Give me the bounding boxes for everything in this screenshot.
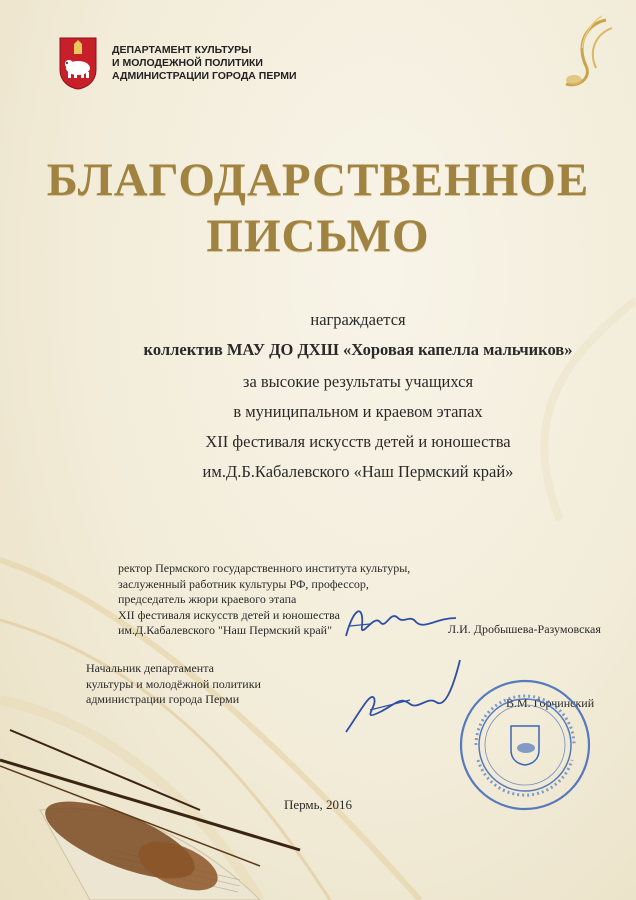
position-line: Начальник департамента — [86, 661, 214, 675]
position-line: культуры и молодёжной политики — [86, 676, 261, 691]
handwritten-signature-1 — [340, 596, 460, 648]
violin-and-sheet-music-image — [0, 690, 330, 900]
position-line: им.Д.Кабалевского "Наш Пермский край" — [118, 623, 333, 637]
department-line: И МОЛОДЕЖНОЙ ПОЛИТИКИ — [112, 57, 263, 69]
position-line: председатель жюри краевого этапа — [118, 592, 297, 606]
golden-swirl-logo-icon — [556, 14, 618, 94]
signatory-1-name: Л.И. Дробышева-Разумовская — [448, 622, 601, 636]
department-line: ДЕПАРТАМЕНТ КУЛЬТУРЫ — [112, 44, 252, 56]
document-title — [0, 152, 636, 264]
department-header — [112, 44, 297, 83]
awarded-text: награждается — [310, 310, 406, 329]
title-line-2: ПИСЬМО — [206, 210, 430, 262]
position-line: ректор Пермского государственного института культуры, — [118, 561, 411, 575]
official-stamp — [456, 676, 594, 814]
perm-coat-of-arms-icon — [56, 36, 100, 90]
signatory-2-name: В.М. Горчинский — [506, 696, 595, 710]
reason-line: за высокие результаты учащихся — [242, 372, 474, 391]
place-and-date: Пермь, 2016 — [283, 797, 353, 812]
position-line: XII фестиваля искусств детей и юношества — [118, 607, 340, 622]
position-line: администрации города Перми — [86, 692, 240, 706]
title-line-1: БЛАГОДАРСТВЕННОЕ — [46, 154, 590, 206]
department-line: АДМИНИСТРАЦИИ ГОРОДА ПЕРМИ — [112, 70, 297, 82]
reason-line: им.Д.Б.Кабалевского «Наш Пермский край» — [202, 462, 514, 481]
reason-line: в муниципальном и краевом этапах — [233, 402, 483, 421]
position-line: заслуженный работник культуры РФ, профессор, — [118, 576, 369, 591]
recipient-name: коллектив МАУ ДО ДХШ «Хоровая капелла мальчиков» — [143, 340, 573, 359]
reason-line: XII фестиваля искусств детей и юношества — [205, 432, 511, 451]
